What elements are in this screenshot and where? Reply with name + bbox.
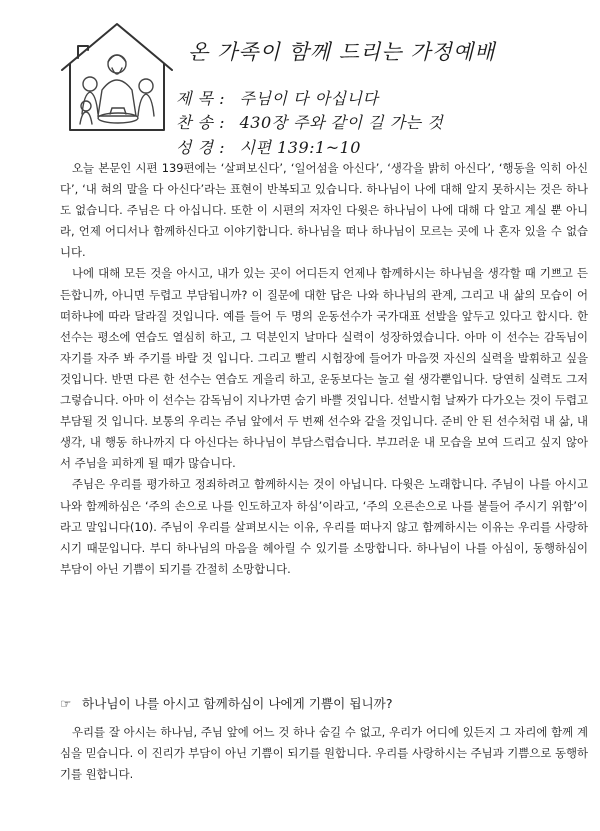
reflection-question — [60, 693, 588, 712]
scripture-label: 성 경 : — [176, 138, 225, 157]
page-title: 온 가족이 함께 드리는 가정예배 — [188, 40, 496, 64]
closing-prayer: 우리를 잘 아시는 하나님, 주님 앞에 어느 것 하나 숨길 수 없고, 우리가 어디에 있든지 그 자리에 함께 계심을 믿습니다. 이 진리가 부담이 아닌 기쁨이 되기를 원합니다. 우리를 사랑하시는 주님과 기쁨으로 동행하기를 원합니다. — [60, 725, 588, 782]
subject-value: 주님이 다 아십니다 — [239, 89, 379, 108]
scripture-value: 시편 139:1~10 — [239, 138, 361, 157]
subject-row — [176, 86, 378, 109]
pointing-hand-icon: ☞ — [60, 696, 72, 711]
paragraph-illustration: 나에 대해 모든 것을 아시고, 내가 있는 곳이 어디든지 언제나 함께하시는 하나님을 생각할 때 기쁘고 든든합니까, 아니면 두렵고 부담됩니까? 이 질문에 대한 답은 나와 하나님의 관계, 그리고 내 삶의 모습이 어떠하냐에 따라 달라질 것입니다. 예를 들어 두 명의 운동선수가 국가대표 선발을 앞두고 있다고 합시다. 한 선수는 평소에 연습도 열심히 하고, 그 덕분인지 날마다 실력이 성장하였습니다. 아마 이 선수는 감독님이 자기를 자주 봐 주기를 바랄 것 입니다. 그리고 빨리 시험장에 들어가 마음껏 자신의 실력을 발휘하고 싶을 것입니다. 반면 다른 한 선수는 연습도 게을리 하고, 운동보다는 놀고 쉴 생각뿐입니다. 당연히 실력도 그저 그렇습니다. 아마 이 선수는 감독님이 지나가면 숨기 바쁠 것입니다. 선발시험 날짜가 다가오는 것이 두렵고 부담될 것 입니다. 보통의 우리는 주님 앞에서 두 번째 선수와 같을 것입니다. 준비 안 된 선수처럼 내 삶, 내 생각, 내 행동 하나까지 다 아신다는 하나님이 부담스럽습니다. 부끄러운 내 모습을 보여 드리고 싶지 않아서 주님을 피하게 될 때가 많습니다. — [60, 266, 588, 471]
question-text: 하나님이 나를 아시고 함께하심이 나에게 기쁨이 됩니까? — [82, 696, 393, 711]
hymn-value: 430장 주와 같이 길 가는 것 — [239, 113, 444, 132]
sermon-body — [60, 158, 588, 580]
hymn-label: 찬 송 : — [176, 113, 225, 132]
family-worship-illustration — [56, 18, 178, 138]
subject-label: 제 목 : — [176, 89, 225, 108]
paragraph-conclusion: 주님은 우리를 평가하고 정죄하려고 함께하시는 것이 아닙니다. 다윗은 노래합니다. 주님이 나를 아시고 나와 함께하심은 ‘주의 손으로 나를 인도하고자 하심’이라고, ‘주의 오른손으로 나를 붙들어 주시기 위함’이라고 말입니다(10). 주님이 우리를 살펴보시는 이유, 우리를 떠나지 않고 함께하시는 이유는 우리를 사랑하시기 때문입니다. 부디 하나님의 마음을 헤아릴 수 있기를 소망합니다. 하나님이 나를 아심이, 동행하심이 부담이 아닌 기쁨이 되기를 간절히 소망합니다. — [60, 477, 588, 576]
hymn-row — [176, 110, 443, 133]
paragraph-intro: 오늘 본문인 시편 139편에는 ‘살펴보신다’, ‘일어섬을 아신다’, ‘생각을 밝히 아신다’, ‘행동을 익히 아신다’, ‘내 혀의 말을 다 아신다’라는 표현이 반복되고 있습니다. 하나님이 나에 대해 알지 못하시는 것은 하나도 없습니다. 주님은 다 아십니다. 또한 이 시편의 저자인 다윗은 하나님이 나에 대해 다 알고 계실 뿐 아니라, 언제 어디서나 함께하신다고 이야기합니다. 하나님을 떠나 하나님이 모르는 곳에 나 혼자 있을 수 없습니다. — [60, 161, 588, 260]
scripture-row — [176, 135, 361, 158]
